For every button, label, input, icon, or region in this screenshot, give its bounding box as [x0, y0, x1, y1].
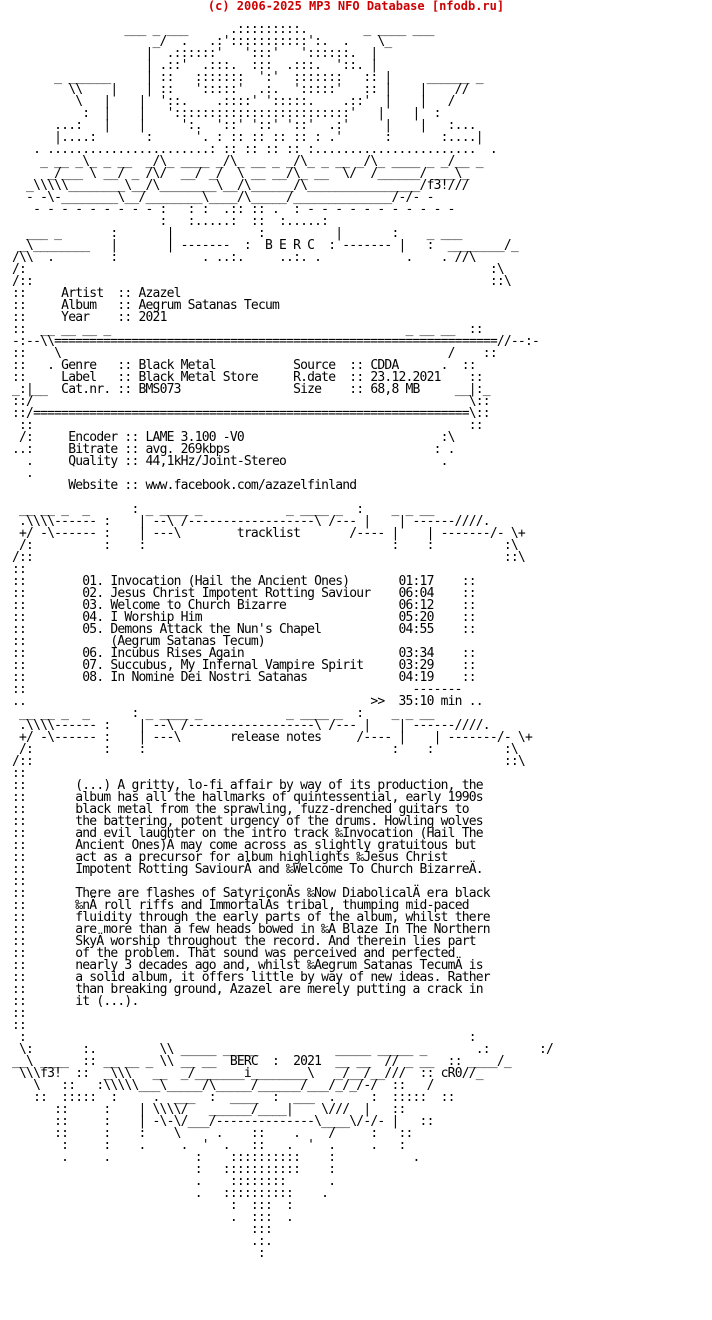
footer-year: 2021: [293, 1054, 322, 1069]
track-time-7: 03:29: [398, 658, 434, 673]
track-time-1: 01:17: [398, 574, 434, 589]
note-line-2-6: of the problem. That sound was perceived and perfected: [75, 946, 455, 961]
encoder-value: LAME 3.100 -V0: [145, 430, 244, 445]
note-line-1-7: act as a precursor for album highlights ‰Jesus Christ: [75, 850, 448, 865]
website-value: www.facebook.com/azazelfinland: [145, 478, 357, 493]
note-line-2-8: a solid album, it offers little by way of new ideas. Rather: [75, 970, 490, 985]
track-time-5: 04:55: [398, 622, 434, 637]
note-line-2-1: There are flashes of SatyriconÄs ‰Now DiabolicalÄ era black: [75, 886, 490, 901]
footer-tag-left: f3!: [40, 1066, 62, 1081]
rdate-value: 23.12.2021: [370, 370, 441, 385]
note-line-2-7: nearly 3 decades ago and, whilst ‰Aegrum Satanas TecumÄ is: [75, 958, 483, 973]
note-line-1-4: the battering, potent urgency of the drums. Howling wolves: [75, 814, 483, 829]
footer-tag-right: cR0: [440, 1066, 462, 1081]
year-value: 2021: [138, 310, 167, 325]
track-time-2: 06:04: [398, 586, 434, 601]
track-title-6: Incubus Rises Again: [110, 646, 399, 661]
album-value: Aegrum Satanas Tecum: [138, 298, 280, 313]
artist-value: Azazel: [138, 286, 181, 301]
track-time-6: 03:34: [398, 646, 434, 661]
note-line-1-5: and evil laughter on the intro track ‰Invocation (Hail The: [75, 826, 483, 841]
note-line-1-8: Impotent Rotting SaviourÄ and ‰Welcome To Church BizarreÄ.: [75, 862, 483, 877]
track-title-5: Demons Attack the Nun's Chapel: [110, 622, 399, 637]
track-title-3: Welcome to Church Bizarre: [110, 598, 399, 613]
track-time-3: 06:12: [398, 598, 434, 613]
footer-group: BERC: [229, 1054, 258, 1069]
note-line-2-4: are more than a few heads bowed in ‰A Blaze In The Northern: [75, 922, 490, 937]
track-title-2: Jesus Christ Impotent Rotting Saviour: [110, 586, 399, 601]
notes-title: release notes: [229, 730, 322, 745]
size-value: 68,8 MB: [370, 382, 420, 397]
bitrate-value: avg. 269kbps: [145, 442, 230, 457]
total-time: 35:10 min: [398, 694, 462, 709]
nfo-ascii-art: ___ _ ___ .:::::::::. _ ____ ___ _/ . .:':::::::::::':. . \_ | .::::::' ':::' '::::::. | | .::' .:::. ::: .:::. '::. | _ ______ | :: ::::::: ':' ::::::: :: | ______ _ \\ | | :: ':::::' .:. ':::::' :: | | // \ | | '::. .::::' ':::::. .::' | | / : | | ':::::::::::::::::::::::::' | | : ...: | | ':. '::' '::' '::' .:' | | :... |....: : '. : :: :: :: :: : .' : :....| . .......................: :: :: :: :: :....................... . _ __ _\_ _ __ _/\_ ____ _/\_ __ _ _/\_ _ __ _/\_ ____ _ _/__ _ _/___ \ __/ _ /\/ __/ _/ \ __ __/\_ __ \/ /______/ ___\_ _\\\\\________\__/\________\__/\______/\________________/f3!/// - -\-________\__/________\____/\_____/______________/-/- - - - - - - - - - - : : : .:: :: . : - - - - - - - - - - - : :.....: :: :.....: ___ _ : | : | : _ ___ _\________ | | ------- : B E R C : ------- | : ________/_ /\\ . : . ..:. ..:. . . . //\ /: :\ /:: ::\ :: Artist :: Azazel :: Album :: Aegrum Satanas Tecum :: Year :: 2021 :: __ __ __ _ _ __ __ :: -:--\\===============================================================//--:- :: \ / :: :: . Genre :: Black Metal Source :: CDDA . :: :: Label :: Black Metal Store R.date :: 23.12.2021 :: _:|__ Cat.nr. :: BMS073 Size :: 68,8 MB __|:_ ::/ \:: ::/==============================================================\:: :: :: /: Encoder :: LAME 3.100 -V0 :\ ..: Bitrate :: avg. 269kbps : . . Quality :: 44,1kHz/Joint-Stereo . . Website :: www.facebook.com/azazelfinland __ __ _ _ : _ ____ _ _ ____ _ : _ _ __ .\\\\------ : | --\ /------------------\ /--- | | ------////. +/ -\------ : | ---\ tracklist /---- | | -------/- \+ /: : : : : :\ /:: ::\ :: :: 01. Invocation (Hail the Ancient Ones) 01:17 :: :: 02. Jesus Christ Impotent Rotting Saviour 06:04 :: :: 03. Welcome to Church Bizarre 06:12 :: :: 04. I Worship Him 05:20 :: :: 05. Demons Attack the Nun's Chapel 04:55 :: :: (Aegrum Satanas Tecum) :: 06. Incubus Rises Again 03:34 :: :: 07. Succubus, My Infernal Vampire Spirit 03:29 :: :: 08. In Nomine Dei Nostri Satanas 04:19 :: :: ------- .. >> 35:10 min .. __ __ _ _ : _ ____ _ _ ____ _ : _ _ __ .\\\\------ : | --\ /------------------\ /--- | | ------////. +/ -\------ : | ---\ release notes /---- | | -------/- \+ /: : : : : :\ /:: ::\ :: :: (...) A gritty, lo-fi affair by way of its production, the :: album has all the hallmarks of quintessential, early 1990s :: black metal from the sprawling, fuzz-drenched guitars to :: the battering, potent urgency of the drums. Howling wolves :: and evil laughter on the intro track ‰Invocation (Hail The :: Ancient Ones)Ä may come across as slightly gratuitous but :: act as a precursor for album highlights ‰Jesus Christ :: Impotent Rotting SaviourÄ and ‰Welcome To Church BizarreÄ. :: :: There are flashes of SatyriconÄs ‰Now DiabolicalÄ era black :: ‰nÄ roll riffs and ImmortalÄs tribal, thumping mid-paced :: fluidity through the early parts of the album, whilst there :: are more than a few heads bowed in ‰A Blaze In The Northern :: SkyÄ worship throughout the record. And therein lies part :: of the problem. That sound was perceived and perfected :: nearly 3 decades ago and, whilst ‰Aegrum Satanas TecumÄ is :: a solid album, it offers little by way of new ideas. Rather :: than breaking ground, Azazel are merely putting a crack in :: it (...). :: :: : : \: :. \\ _____ _____ _____ _____ _ .: :/ __\ ____ :: __ __ _ \\ __ __ BERC : 2021 __ __ // _ __ :: ____/_ \\\f3! :: _\\\ __ _/_______i________\ _/__/__/// :: cR0//_ \ :: :\\\\\___\_____/\_____/______/___/_/_/-/ :: / :: ::::: : . ___ : ____ : ___ . : ::::: :: :: : | \\\\/ ______/____| \/// | :: :: : | -\-\/___/--------------\____\/-/- | :: :: : : \ . :: . / : :: : : . . ' . :: . ' . . : . . : :::::::::: : . : ::::::::::: : . :::::::: . . :::::::::: . : ::: : . ::: . ::: .:. :: [12, 22, 554, 1261]
track-title-1: Invocation (Hail the Ancient Ones): [110, 574, 399, 589]
note-line-2-3: fluidity through the early parts of the album, whilst there: [75, 910, 490, 925]
tracklist-title: tracklist: [236, 526, 301, 541]
note-line-2-10: it (...).: [75, 994, 139, 1009]
note-line-1-2: album has all the hallmarks of quintessential, early 1990s: [75, 790, 483, 805]
note-line-2-9: than breaking ground, Azazel are merely putting a crack in: [75, 982, 483, 997]
genre-value: Black Metal: [138, 358, 294, 373]
group-name: B E R C: [264, 238, 315, 253]
nfodb-header[interactable]: (c) 2006-2025 MP3 NFO Database [nfodb.ru]: [207, 0, 505, 13]
source-value: CDDA: [370, 358, 399, 373]
quality-value: 44,1kHz/Joint-Stereo: [145, 454, 287, 469]
note-line-1-6: Ancient Ones)Ä may come across as slightly gratuitous but: [75, 838, 476, 853]
note-line-2-5: SkyÄ worship throughout the record. And therein lies part: [75, 934, 476, 949]
note-line-2-2: ‰nÄ roll riffs and ImmortalÄs tribal, thumping mid-paced: [75, 898, 469, 913]
track-time-8: 04:19: [398, 670, 434, 685]
note-line-1-1: (...) A gritty, lo-fi affair by way of its production, the: [75, 778, 483, 793]
track-subtitle-5: (Aegrum Satanas Tecum): [110, 634, 265, 649]
track-title-8: In Nomine Dei Nostri Satanas: [110, 670, 399, 685]
track-title-7: Succubus, My Infernal Vampire Spirit: [110, 658, 399, 673]
note-line-1-3: black metal from the sprawling, fuzz-drenched guitars to: [75, 802, 469, 817]
track-time-4: 05:20: [398, 610, 434, 625]
label-value: Black Metal Store: [138, 370, 294, 385]
catnr-value: BMS073: [138, 382, 294, 397]
track-title-4: I Worship Him: [110, 610, 399, 625]
